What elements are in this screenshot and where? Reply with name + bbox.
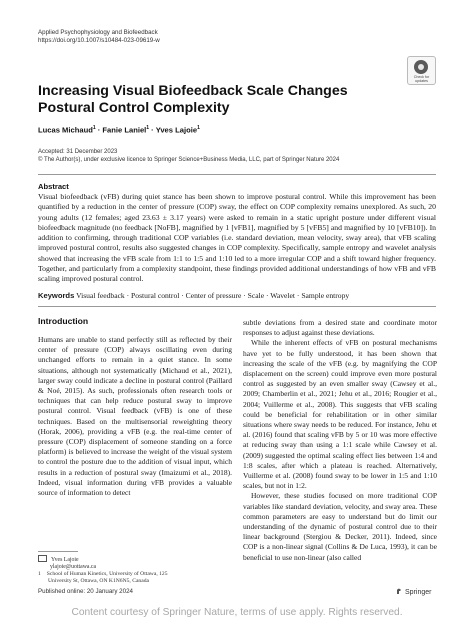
check-for-updates-badge[interactable] — [407, 56, 436, 85]
paragraph: subtle deviations from a desired state and coordinate motor responses to adjust against these deviations. — [243, 318, 437, 338]
courtesy-notice: Content courtesy of Springer Nature, terms of use apply. Rights reserved. — [71, 607, 403, 618]
divider — [38, 174, 436, 175]
accepted-date: Accepted: 31 December 2023 — [38, 149, 118, 155]
affiliation-number: 1 — [38, 571, 41, 577]
author-separator: · — [95, 125, 103, 135]
contact-name: Yves Lajoie — [51, 557, 79, 563]
left-column — [38, 335, 232, 498]
abstract-heading: Abstract — [38, 182, 69, 191]
publisher-logo — [396, 587, 431, 596]
paragraph: However, these studies focused on more traditional COP variables like standard deviation, velocity, and sway area. These common parameters are easy to understand but do limit our understanding of the dynamic of postural control due to their linear background (Stergiou & Decker, 2011). Indeed, since COP is a non-linear signal (Collins & De Luca, 1993), it can be beneficial to use non-linear (also called — [243, 491, 437, 562]
badge-label: Check for updates — [413, 75, 430, 83]
author-list — [38, 125, 200, 135]
publisher-name: Springer — [405, 589, 432, 596]
right-column — [243, 318, 437, 563]
springer-horse-icon — [396, 588, 402, 595]
author-name[interactable]: Lucas Michaud — [38, 125, 93, 135]
affiliation-line: University St, Ottawa, ON K1N6N5, Canada — [48, 577, 149, 584]
author-separator: · — [149, 125, 156, 135]
author-affiliation-mark: 1 — [146, 125, 150, 131]
journal-header — [38, 29, 160, 45]
keywords-list: Visual feedback · Postural control · Center of pressure · Scale · Wavelet · Sample entropy — [76, 291, 350, 300]
article-title: Increasing Visual Biofeedback Scale Changes Postural Control Complexity — [38, 83, 348, 116]
affiliation-line: School of Human Kinetics, University of Ottawa, 125 — [46, 571, 168, 577]
footnote-divider — [38, 551, 78, 552]
paragraph: While the inherent effects of vFB on postural mechanisms have yet to be fully understood, it has been shown that increasing the scale of the vFB (e.g. by magnifying the COP displacement on the screen) could improve even more postural control as suggested by an even smaller sway (Cawsey et al., 2009; Chamberlin et al., 2021; Jehu et al., 2016; Rougier et al., 2004; Vuillerme et al., 2008). This suggests that vFB scaling could be beneficial for rehabilitation or in other similar situations where sway needs to be reduced. For instance, Jehu et al. (2016) found that scaling vFB by 5 or 10 was more effective at reducing sway than using a 1:1 scale while Cawsey et al. (2009) suggested the optimal scaling effect lies between 1:4 and 1:8 scales, after which a plateau is reached. Alternatively, Vuillerme et al. (2008) found sway to be lower in 1:5 and 1:10 scales, but not in 1:2. — [243, 338, 437, 491]
keywords-label: Keywords — [38, 291, 75, 300]
author-name[interactable]: Fanie Laniel — [102, 125, 147, 135]
divider — [38, 306, 436, 307]
introduction-heading: Introduction — [38, 316, 89, 326]
corresponding-author — [38, 554, 232, 571]
affiliation-footnote — [38, 571, 238, 584]
published-date: Published online: 20 January 2024 — [38, 588, 133, 595]
author-name[interactable]: Yves Lajoie — [155, 125, 198, 135]
paragraph: Humans are unable to stand perfectly still as reflected by their center of pressure (COP) always oscillating even during unchanged efforts to remain in a quiet stance. In some situations, although not systematically (Michaud et al., 2021), larger sway could indicate a decline in postural control (Paillard & Noé, 2015). As such, professionals often research tools or techniques that can help reduce postural sway to improve postural control. Visual feedback (vFB) is one of these techniques. Based on the multisensorial reweighting theory (Horak, 2006), providing a vFB (e.g. the real-time center of pressure (COP) displacement of someone standing on a force platform) is believed to increase the weight of the visual system to control the posture due to the addition of visual input, which results in a reduction of postural sway (Imaizumi et al., 2018). Indeed, visual information during vFB provides a valuable source of information to detect — [38, 335, 232, 498]
journal-name: Applied Psychophysiology and Biofeedback — [38, 29, 158, 36]
copyright-notice: © The Author(s), under exclusive licence to Springer Science+Business Media, LLC, part of Springer Nature 2024 — [38, 157, 340, 163]
check-updates-icon — [414, 60, 428, 74]
doi-link[interactable]: https://doi.org/10.1007/s10484-023-09619-w — [38, 37, 160, 44]
envelope-icon — [38, 555, 47, 562]
contact-email[interactable]: ylajoie@uottawa.ca — [50, 564, 97, 570]
author-affiliation-mark: 1 — [92, 125, 96, 131]
abstract-text: Visual biofeedback (vFB) during quiet stance has been shown to improve postural control. While this improvement has been quantified by a reduction in the center of pressure (COP) sway, the effect on COP complexity remains unexplored. As such, 20 young adults (12 females; aged 23.63 ± 3.17 years) were asked to remain in a static upright posture under different visual biofeedback magnitude (no feedback [NoFB], magnified by 1 [vFB1], magnified by 5 [vFB5] and magnified by 10 [vFB10]). In addition to confirming, through traditional COP variables (i.e. standard deviation, mean velocity, sway area), that vFB scaling improved postural control, results also suggested changes in COP complexity. Specifically, sample entropy and wavelet analysis showed that increasing the vFB scale from 1:1 to 1:5 and 1:10 led to a more irregular COP and a shift toward higher frequency. Together, and particularly from a complexity standpoint, these findings provided additional understandings of how vFB and vFB scaling improved postural control. — [38, 192, 436, 284]
author-affiliation-mark: 1 — [197, 125, 200, 131]
keywords — [38, 291, 436, 301]
